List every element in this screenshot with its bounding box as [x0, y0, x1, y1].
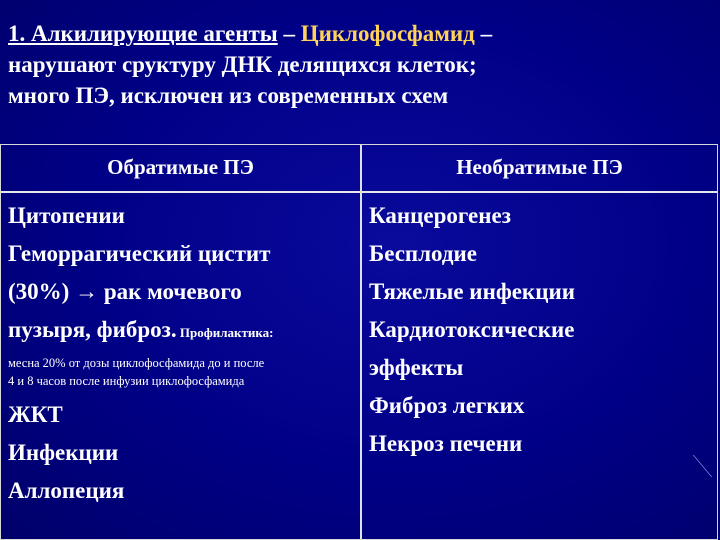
list-item: Кардиотоксические: [369, 317, 575, 342]
irreversible-column: [369, 197, 714, 463]
list-item: [8, 311, 356, 352]
list-item: Фиброз легких: [369, 393, 525, 418]
list-item: Цитопении: [8, 203, 125, 228]
prophylaxis-label: Профилактика:: [176, 325, 274, 340]
list-item: (30%) → рак мочевого: [8, 279, 242, 304]
prophylaxis-note: [8, 354, 356, 390]
title-line-3: много ПЭ, исключен из современных схем: [8, 83, 449, 108]
table-header-row: [1, 145, 717, 193]
title-line-1: [8, 18, 712, 49]
decorative-line: [693, 455, 720, 477]
title-drug-name: Циклофосфамид: [300, 21, 475, 46]
item-text: пузыря, фиброз.: [8, 317, 177, 342]
header-reversible: Обратимые ПЭ: [107, 155, 254, 179]
list-item: Бесплодие: [369, 241, 477, 266]
list-item: Инфекции: [8, 440, 119, 465]
note-line: 4 и 8 часов после инфузии циклофосфамида: [8, 374, 245, 388]
reversible-column: [8, 197, 356, 510]
list-item: Канцерогенез: [369, 203, 511, 228]
list-item: эффекты: [369, 355, 464, 380]
note-line: месна 20% от дозы циклофосфамида до и после: [8, 356, 265, 370]
list-item: ЖКТ: [8, 402, 63, 427]
title-line-2: нарушают сруктуру ДНК делящихся клеток;: [8, 52, 477, 77]
side-effects-table: [0, 144, 718, 540]
list-item: Аллопеция: [8, 478, 125, 503]
header-irreversible: Необратимые ПЭ: [456, 155, 623, 179]
column-divider: [360, 145, 362, 539]
title-topic: 1. Алкилирующие агенты: [8, 21, 278, 46]
title-dash-2: –: [474, 21, 493, 46]
list-item: Некроз печени: [369, 431, 523, 456]
list-item: Геморрагический цистит: [8, 241, 271, 266]
title-dash-1: –: [277, 21, 301, 46]
list-item: Тяжелые инфекции: [369, 279, 575, 304]
slide-title: [8, 18, 712, 111]
